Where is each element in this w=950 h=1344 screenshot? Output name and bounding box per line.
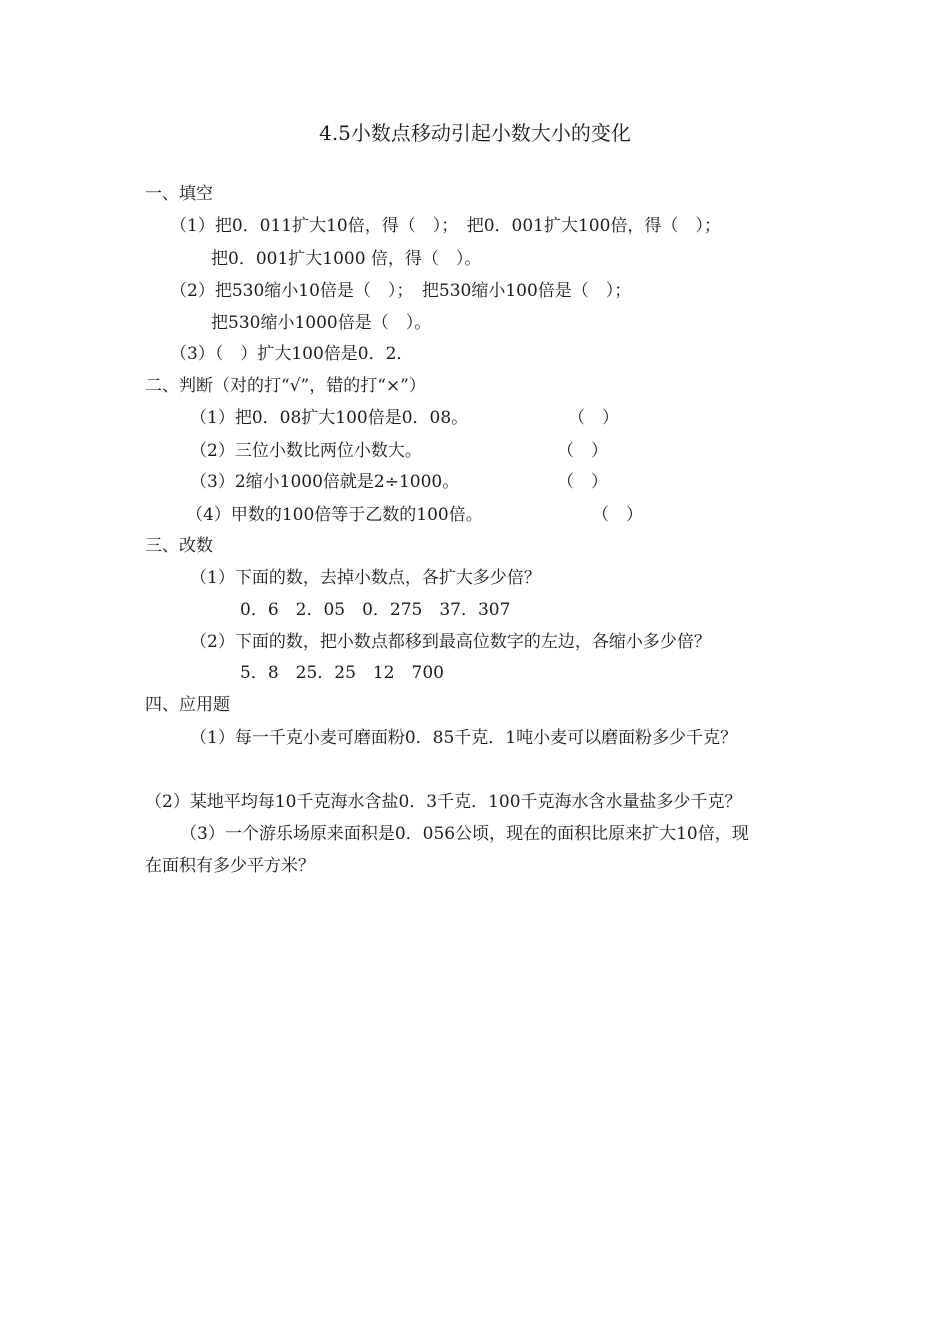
section-heading-change-number: 三、改数 (145, 536, 213, 556)
answer-bracket: （ ） (568, 408, 619, 428)
question-text: （2）某地平均每10千克海水含盐0．3千克．100千克海水含水量盐多少千克？ (145, 792, 742, 812)
list-item: （4）甲数的100倍等于乙数的100倍。 (186, 505, 483, 525)
answer-bracket: （ ） (592, 505, 643, 525)
question-text: 在面积有多少平方米？ (145, 856, 315, 876)
question-text: （2）下面的数，把小数点都移到最高位数字的左边，各缩小多少倍？ (190, 632, 711, 652)
question-text: （2）把530缩小10倍是（ ）； 把530缩小100倍是（ ）； (170, 281, 632, 301)
list-item: （3）2缩小1000倍就是2÷1000。 (190, 472, 460, 492)
question-text: （1）每一千克小麦可磨面粉0．85千克．1吨小麦可以磨面粉多少千克？ (190, 728, 738, 748)
question-text: 把530缩小1000倍是（ ）。 (211, 313, 432, 333)
section-heading-judgement: 二、判断（对的打“√”，错的打“×”） (145, 376, 426, 396)
page-title: 4.5小数点移动引起小数大小的变化 (319, 121, 631, 145)
question-text: （1）把0．011扩大10倍，得（ ）； 把0．001扩大100倍，得（ ）； (170, 216, 721, 236)
question-text: （3）（ ）扩大100倍是0．2． (170, 344, 414, 364)
question-text: （1）下面的数，去掉小数点，各扩大多少倍？ (190, 568, 541, 588)
answer-bracket: （ ） (557, 441, 608, 461)
list-item: （2）三位小数比两位小数大。 (190, 441, 422, 461)
number-list: 0．6 2．05 0．275 37．307 (240, 600, 511, 620)
list-item: （1）把0．08扩大100倍是0．08。 (190, 408, 469, 428)
answer-bracket: （ ） (557, 472, 608, 492)
number-list: 5．8 25．25 12 700 (240, 663, 444, 683)
question-text: 把0．001扩大1000 倍，得（ ）。 (211, 249, 482, 269)
question-text: （3）一个游乐场原来面积是0．056公顷，现在的面积比原来扩大10倍，现 (180, 824, 749, 844)
section-heading-word-problems: 四、应用题 (145, 695, 230, 715)
section-heading-fill-blank: 一、填空 (145, 184, 213, 204)
